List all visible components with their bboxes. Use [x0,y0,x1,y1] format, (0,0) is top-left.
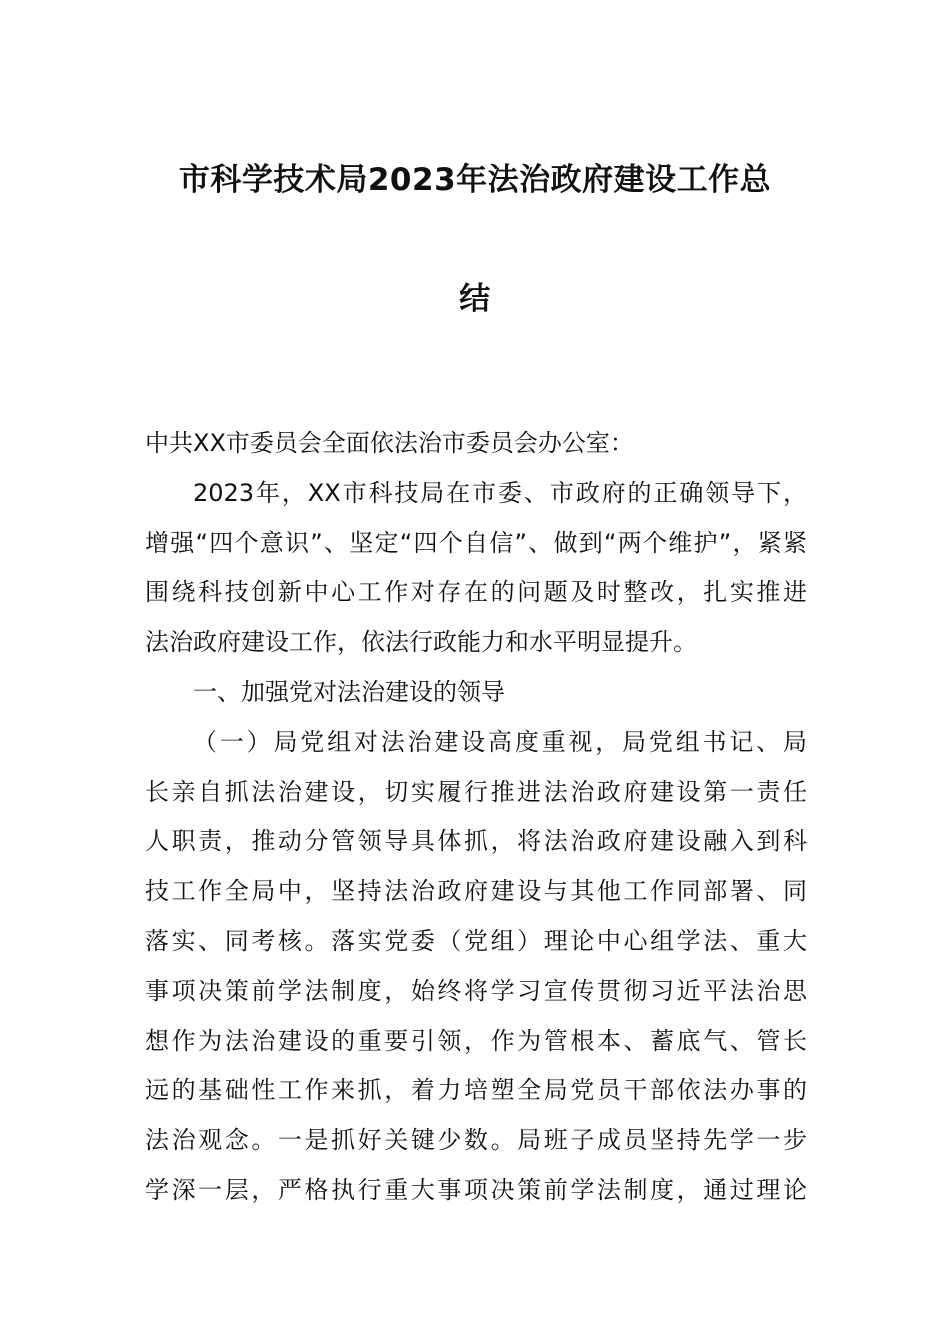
section-heading-1: 一、加强党对法治建设的领导 [193,677,505,706]
section1-line: 远的基础性工作来抓，着力培塑全局党员干部依法办事的 [145,1076,807,1105]
section1-line: 事项决策前学法制度，始终将学习宣传贯彻习近平法治思 [145,976,807,1005]
section1-line: 长亲自抓法治建设，切实履行推进法治政府建设第一责任 [145,777,807,806]
section1-line: （一）局党组对法治建设高度重视，局党组书记、局 [193,727,807,756]
document-body [145,419,807,1216]
section1-line: 想作为法治建设的重要引领，作为管根本、蓄底气、管长 [145,1026,807,1055]
document-title-line-2: 结 [459,281,491,317]
section1-line: 人职责，推动分管领导具体抓，将法治政府建设融入到科 [145,827,807,856]
document-title-line-1: 市科学技术局2023年法治政府建设工作总 [178,162,772,198]
section1-line: 法治观念。一是抓好关键少数。局班子成员坚持先学一步 [145,1126,807,1155]
section1-line: 落实、同考核。落实党委（党组）理论中心组学法、重大 [145,926,807,955]
intro-line: 法治政府建设工作，依法行政能力和水平明显提升。 [145,628,697,657]
salutation: 中共XX市委员会全面依法治市委员会办公室： [145,429,634,457]
section1-line: 学深一层，严格执行重大事项决策前学法制度，通过理论 [145,1175,807,1204]
intro-line: 围绕科技创新中心工作对存在的问题及时整改，扎实推进 [145,578,807,607]
section1-line: 技工作全局中，坚持法治政府建设与其他工作同部署、同 [145,877,807,906]
intro-line: 2023年，XX市科技局在市委、市政府的正确领导下， [193,478,807,507]
intro-line: 增强“四个意识”、坚定“四个自信”、做到“两个维护”，紧紧 [145,528,807,557]
